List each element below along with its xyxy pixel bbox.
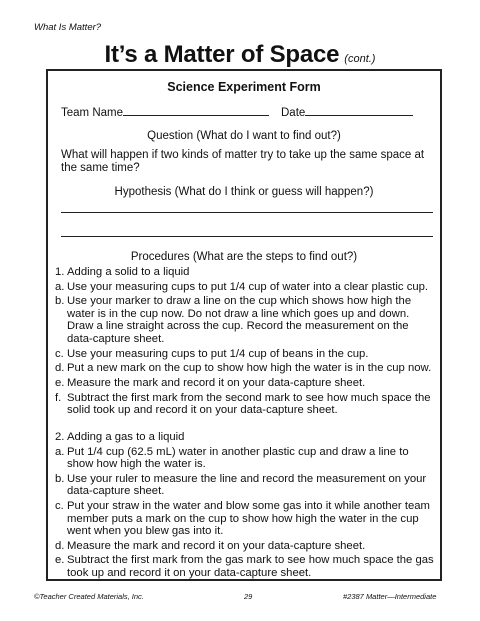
step-label: a. — [55, 280, 65, 293]
step-label: a. — [55, 445, 65, 458]
procedure-step — [55, 500, 437, 538]
title-text: It’s a Matter of Space — [104, 41, 340, 68]
procedure-step — [55, 431, 437, 444]
procedure-step — [55, 392, 437, 417]
footer-book-title: #2387 Matter—Intermediate — [343, 592, 437, 601]
step-text: Measure the mark and record it on your data-capture sheet. — [67, 539, 366, 552]
date-label: Date — [281, 107, 306, 119]
procedure-step — [55, 295, 437, 345]
procedure-step — [55, 362, 437, 375]
step-label: f. — [55, 391, 62, 404]
step-text: Adding a gas to a liquid — [67, 431, 185, 443]
step-label: b. — [55, 472, 65, 485]
procedure-step — [55, 554, 437, 579]
step-text: Put 1/4 cup (62.5 mL) water in another plastic cup and draw a line to show how high the water is. — [67, 445, 409, 471]
experiment-form — [46, 69, 442, 581]
procedure-section-2 — [55, 431, 437, 582]
procedures-heading: Procedures (What are the steps to find out?) — [130, 251, 358, 263]
step-text: Adding a solid to a liquid — [67, 266, 190, 278]
step-label: e. — [55, 554, 65, 567]
footer-page-number: 29 — [244, 592, 253, 601]
step-text: Subtract the first mark from the gas mark to see how much space the gas took up and record it on your data-capture sheet. — [67, 554, 434, 579]
step-text: Subtract the first mark from the second mark to see how much space the solid took up and record it on your data-capture sheet. — [67, 391, 431, 417]
date-blank[interactable] — [305, 104, 413, 116]
step-text: Use your measuring cups to put 1/4 cup of water into a clear plastic cup. — [67, 280, 429, 293]
procedure-step — [55, 266, 437, 279]
form-title: Science Experiment Form — [167, 80, 321, 94]
procedure-step — [55, 281, 437, 294]
hypothesis-line-1[interactable] — [61, 212, 433, 213]
question-text: What will happen if two kinds of matter try to take up the same space at the same time? — [61, 149, 425, 174]
step-label: c. — [55, 500, 64, 513]
step-label: e. — [55, 376, 65, 389]
title-cont: (cont.) — [344, 53, 376, 65]
hypothesis-heading: Hypothesis (What do I think or guess will happen?) — [114, 186, 374, 198]
step-label: 1. — [55, 266, 65, 278]
step-label: b. — [55, 295, 65, 308]
procedure-step — [55, 540, 437, 553]
step-text: Use your measuring cups to put 1/4 cup of beans in the cup. — [67, 347, 369, 360]
section-label: What Is Matter? — [34, 22, 102, 33]
step-label: c. — [55, 347, 64, 360]
step-label: d. — [55, 539, 65, 552]
step-text: Use your marker to draw a line on the cup which shows how high the water is in the cup now. Do not draw a line which goes up and down. Draw a line straight across the cup. Record the measurement on the data-capture sheet. — [67, 295, 412, 345]
procedure-step — [55, 377, 437, 390]
step-label: 2. — [55, 431, 65, 443]
footer-publisher: ©Teacher Created Materials, Inc. — [34, 592, 144, 601]
hypothesis-line-2[interactable] — [61, 236, 433, 237]
step-text: Put your straw in the water and blow some gas into it while another team member puts a mark on the cup to show how high the water in the cup went when you blew gas into it. — [67, 500, 430, 538]
team-name-blank[interactable] — [123, 104, 269, 116]
step-text: Use your ruler to measure the line and record the measurement on your data-capture sheet. — [67, 472, 427, 498]
question-heading: Question (What do I want to find out?) — [147, 130, 341, 142]
team-date-row — [61, 104, 413, 119]
step-label: d. — [55, 362, 65, 375]
page-title — [0, 41, 480, 69]
procedure-step — [55, 348, 437, 361]
procedure-section-1 — [55, 266, 437, 419]
step-text: Measure the mark and record it on your data-capture sheet. — [67, 376, 366, 389]
team-name-label: Team Name — [61, 107, 123, 119]
procedure-step — [55, 473, 437, 498]
step-text: Put a new mark on the cup to show how high the water is in the cup now. — [67, 362, 432, 375]
procedure-step — [55, 446, 437, 471]
